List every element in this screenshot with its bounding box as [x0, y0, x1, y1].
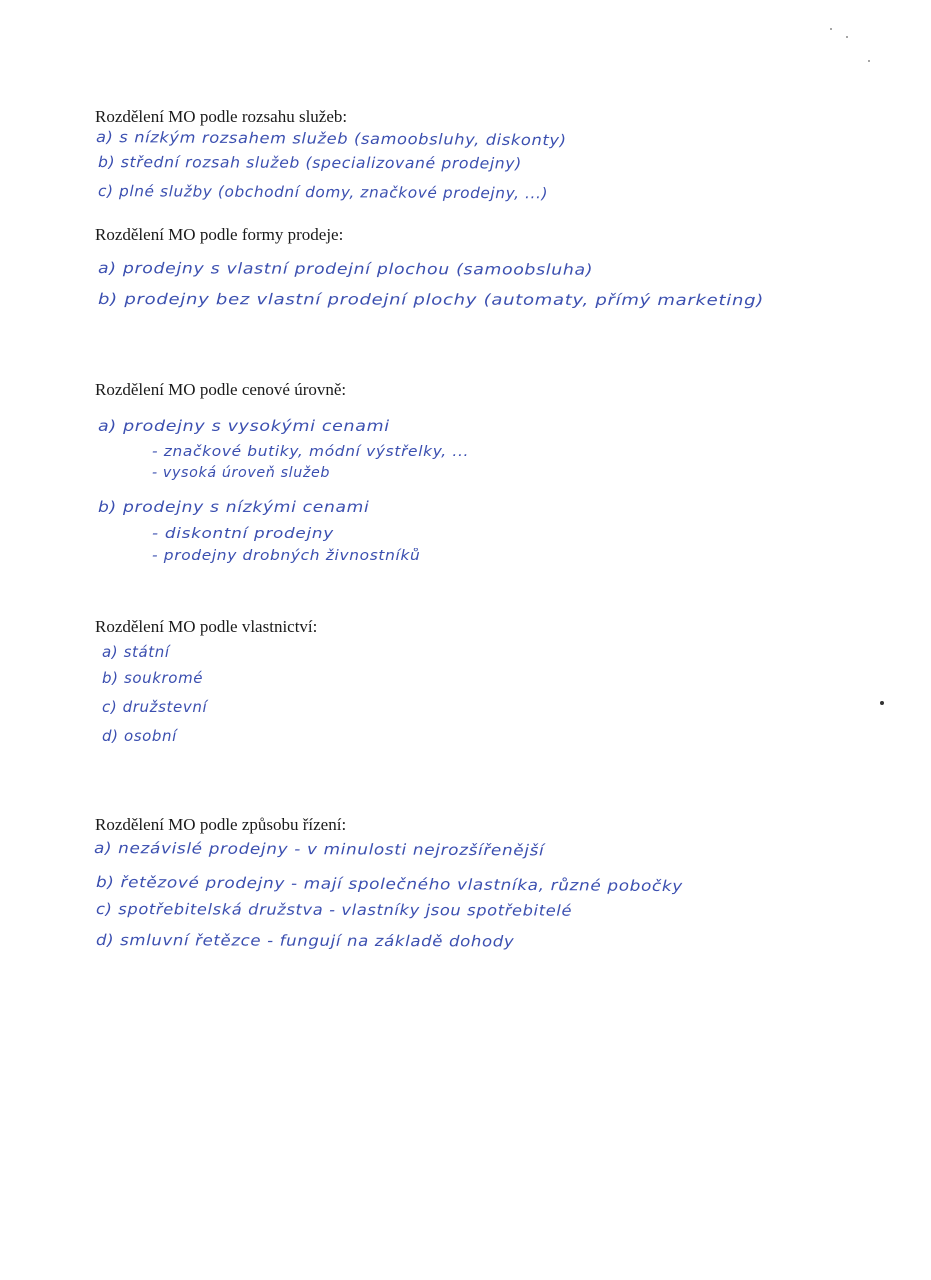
section-heading-price-level: Rozdělení MO podle cenové úrovně: — [95, 380, 347, 399]
handwritten-note: d) osobní — [102, 727, 177, 745]
section-heading-ownership: Rozdělení MO podle vlastnictví: — [95, 617, 318, 636]
handwritten-note: b) prodejny s nízkými cenami — [98, 498, 370, 516]
section-heading-service-range: Rozdělení MO podle rozsahu služeb: — [95, 107, 348, 126]
scan-speck — [846, 36, 848, 38]
handwritten-note: a) s nízkým rozsahem služeb (samoobsluhy, diskonty) — [95, 128, 567, 150]
handwritten-note: - vysoká úroveň služeb — [152, 465, 331, 481]
handwritten-note: b) řetězové prodejny - mají společného vlastníka, různé pobočky — [95, 873, 683, 896]
handwritten-note: b) prodejny bez vlastní prodejní plochy (automaty, přímý marketing) — [97, 290, 765, 310]
handwritten-note: - diskontní prodejny — [152, 526, 334, 542]
handwritten-note: c) plné služby (obchodní domy, značkové prodejny, ...) — [97, 182, 549, 203]
scan-speck — [868, 60, 870, 62]
handwritten-note: c) družstevní — [102, 698, 208, 716]
handwritten-note: a) nezávislé prodejny - v minulosti nejrozšířenější — [93, 839, 545, 860]
handwritten-note: c) spotřebitelská družstva - vlastníky jsou spotřebitelé — [95, 900, 573, 920]
handwritten-note: a) prodejny s vlastní prodejní plochou (samoobsluha) — [97, 259, 594, 279]
section-heading-management: Rozdělení MO podle způsobu řízení: — [95, 815, 347, 834]
handwritten-note: - prodejny drobných živnostníků — [152, 548, 421, 564]
handwritten-note: - značkové butiky, módní výstřelky, ... — [152, 444, 470, 460]
handwritten-note: a) státní — [102, 643, 170, 661]
scan-speck — [880, 701, 884, 705]
scan-speck — [830, 28, 832, 30]
handwritten-note: d) smluvní řetězce - fungují na základě dohody — [95, 931, 515, 951]
handwritten-note: a) prodejny s vysokými cenami — [98, 417, 390, 435]
handwritten-note: b) střední rozsah služeb (specializované prodejny) — [97, 153, 522, 173]
handwritten-note: b) soukromé — [102, 669, 204, 687]
section-heading-sales-form: Rozdělení MO podle formy prodeje: — [95, 225, 344, 244]
